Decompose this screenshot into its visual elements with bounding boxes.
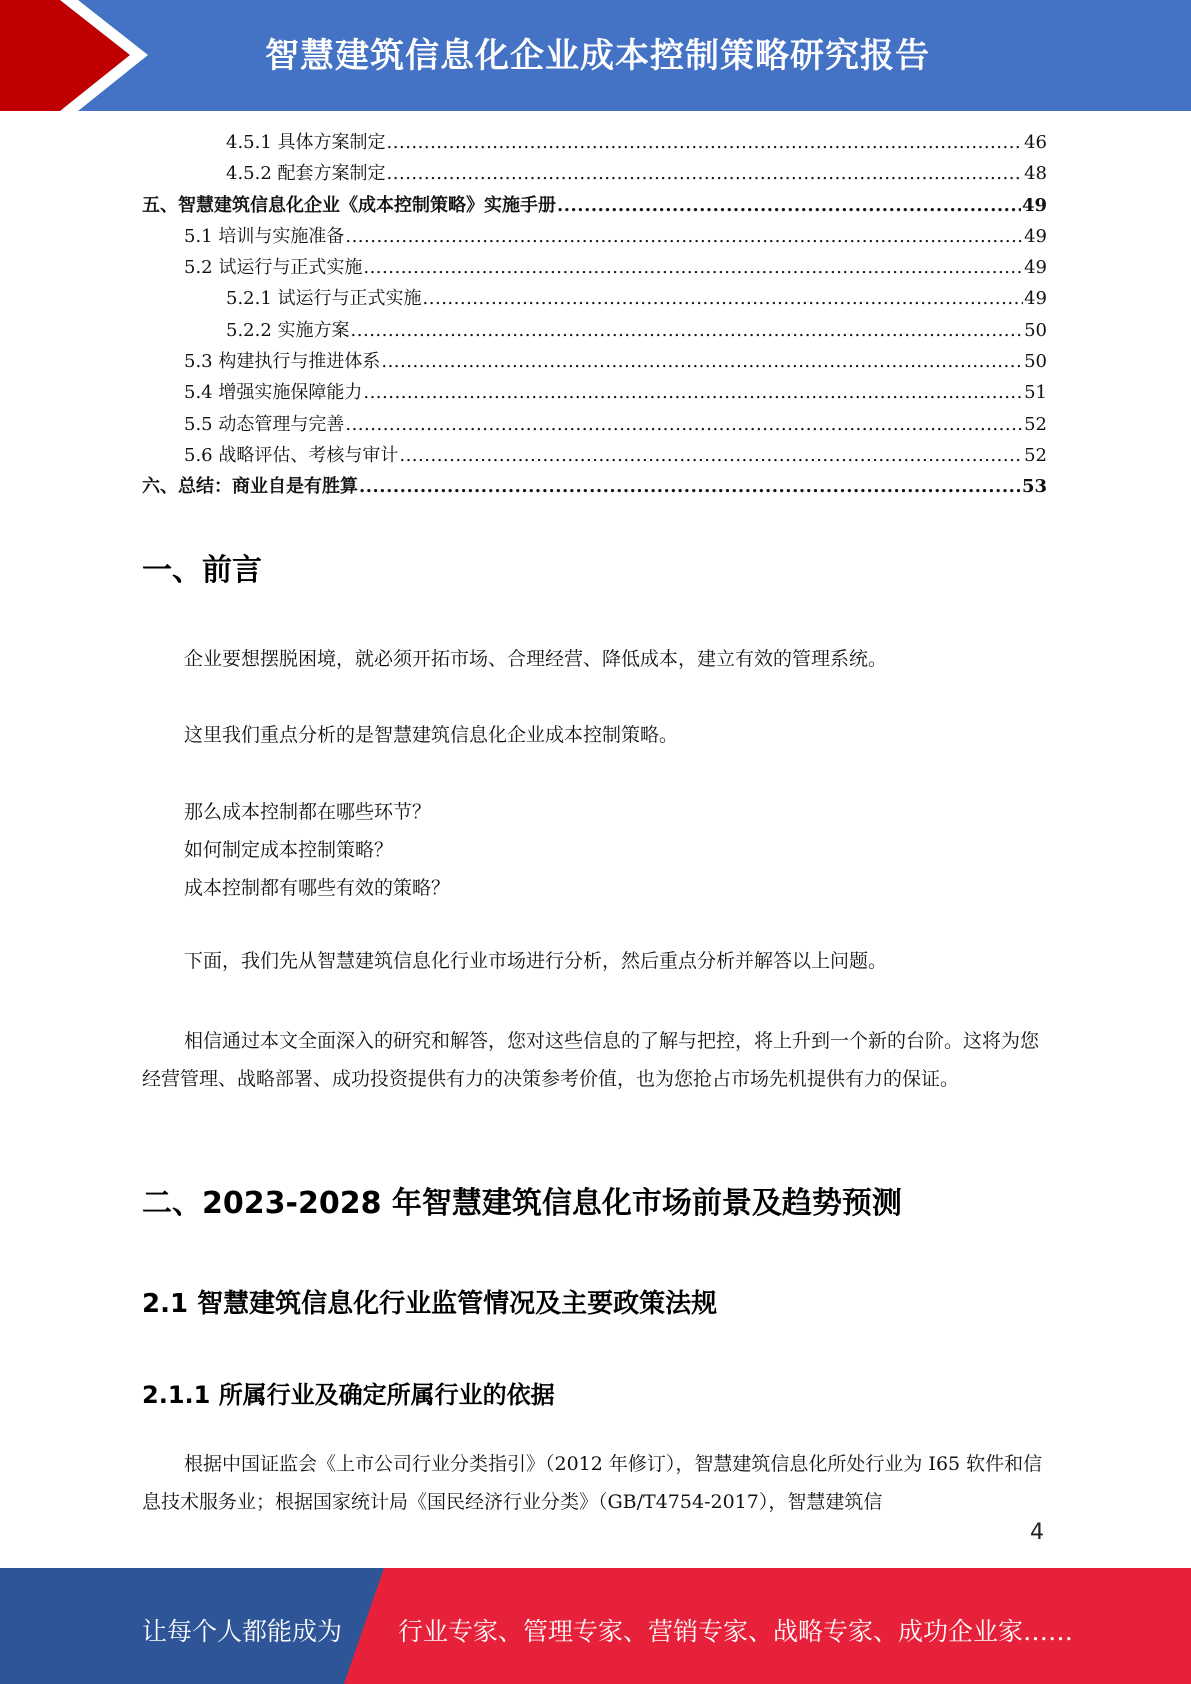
question-line: 成本控制都有哪些有效的策略？ (184, 877, 451, 899)
toc-entry-page: 52 (1024, 444, 1047, 466)
paragraph: 相信通过本文全面深入的研究和解答，您对这些信息的了解与把控，将上升到一个新的台阶。这将为您经营管理、战略部署、成功投资提供有力的决策参考价值，也为您抢占市场先机提供有力的保证。 (142, 1030, 1040, 1090)
subsubsection-heading: 2.1.1 所属行业及确定所属行业的依据 (142, 1381, 555, 1409)
toc-entry[interactable] (142, 347, 1047, 378)
header-arrow-decoration (0, 0, 160, 111)
toc-dot-leader (345, 226, 1023, 247)
paragraph: 这里我们重点分析的是智慧建筑信息化企业成本控制策略。 (184, 724, 679, 746)
footer-slogan-left: 让每个人都能成为 (142, 1617, 343, 1646)
toc-entry[interactable] (142, 159, 1047, 190)
toc-entry-title: 六、总结：商业自是有胜算 (142, 476, 358, 498)
toc-entry[interactable] (142, 378, 1047, 409)
toc-entry-title: 5.1 培训与实施准备 (184, 225, 345, 247)
toc-dot-leader (363, 257, 1023, 278)
toc-entry[interactable] (142, 191, 1047, 222)
toc-entry-page: 53 (1021, 476, 1047, 498)
page-footer (0, 1568, 1191, 1684)
paragraph: 根据中国证监会《上市公司行业分类指引》（2012 年修订），智慧建筑信息化所处行业为 I65 软件和信息技术服务业；根据国家统计局《国民经济行业分类》（GB/T4754-2017），智慧建筑信 (142, 1453, 1043, 1513)
toc-entry-page: 49 (1024, 225, 1047, 247)
toc-entry-page: 50 (1024, 319, 1047, 341)
toc-entry[interactable] (142, 472, 1047, 503)
question-line: 那么成本控制都在哪些环节？ (184, 801, 432, 823)
section-heading-market: 二、2023-2028 年智慧建筑信息化市场前景及趋势预测 (142, 1186, 902, 1221)
toc-entry-title: 五、智慧建筑信息化企业《成本控制策略》实施手册 (142, 194, 556, 216)
toc-dot-leader (399, 445, 1023, 466)
toc-entry[interactable] (142, 316, 1047, 347)
toc-entry-page: 49 (1024, 257, 1047, 279)
toc-entry-title: 5.4 增强实施保障能力 (184, 382, 363, 404)
toc-dot-leader (381, 351, 1023, 372)
toc-entry-title: 5.2 试运行与正式实施 (184, 257, 363, 279)
toc-entry-title: 5.6 战略评估、考核与审计 (184, 444, 399, 466)
toc-entry-page: 49 (1021, 194, 1047, 216)
toc-dot-leader (387, 163, 1024, 184)
toc-entry-title: 5.5 动态管理与完善 (184, 413, 345, 435)
toc-entry-title: 5.2.2 实施方案 (226, 319, 350, 341)
toc-entry[interactable] (142, 222, 1047, 253)
page-number: 4 (1030, 1520, 1044, 1545)
toc-entry[interactable] (142, 284, 1047, 315)
table-of-contents (142, 128, 1047, 504)
toc-entry[interactable] (142, 253, 1047, 284)
toc-entry[interactable] (142, 128, 1047, 159)
toc-entry-title: 5.3 构建执行与推进体系 (184, 351, 381, 373)
paragraph: 企业要想摆脱困境，就必须开拓市场、合理经营、降低成本，建立有效的管理系统。 (184, 648, 888, 670)
toc-dot-leader (351, 320, 1024, 341)
toc-dot-leader (557, 195, 1021, 216)
toc-dot-leader (359, 476, 1021, 497)
toc-entry-page: 49 (1024, 288, 1047, 310)
subsection-heading: 2.1 智慧建筑信息化行业监管情况及主要政策法规 (142, 1289, 718, 1319)
section-heading-preface: 一、前言 (142, 553, 262, 588)
toc-entry-page: 52 (1024, 413, 1047, 435)
toc-entry-page: 48 (1024, 163, 1047, 185)
toc-entry-title: 4.5.1 具体方案制定 (226, 132, 386, 153)
toc-dot-leader (423, 288, 1024, 309)
page-header (0, 0, 1191, 111)
toc-dot-leader (363, 382, 1023, 403)
toc-entry-page: 46 (1024, 132, 1047, 153)
toc-entry-page: 50 (1024, 351, 1047, 373)
toc-entry[interactable] (142, 441, 1047, 472)
toc-dot-leader (345, 414, 1023, 435)
toc-entry-page: 51 (1024, 382, 1047, 404)
question-line: 如何制定成本控制策略？ (184, 839, 394, 861)
toc-entry-title: 5.2.1 试运行与正式实施 (226, 288, 422, 310)
toc-entry[interactable] (142, 410, 1047, 441)
paragraph: 下面，我们先从智慧建筑信息化行业市场进行分析，然后重点分析并解答以上问题。 (184, 950, 888, 972)
toc-entry-title: 4.5.2 配套方案制定 (226, 163, 386, 185)
toc-dot-leader (387, 132, 1024, 153)
footer-slogan-right: 行业专家、管理专家、营销专家、战略专家、成功企业家…… (398, 1617, 1074, 1646)
header-title: 智慧建筑信息化企业成本控制策略研究报告 (265, 36, 930, 76)
